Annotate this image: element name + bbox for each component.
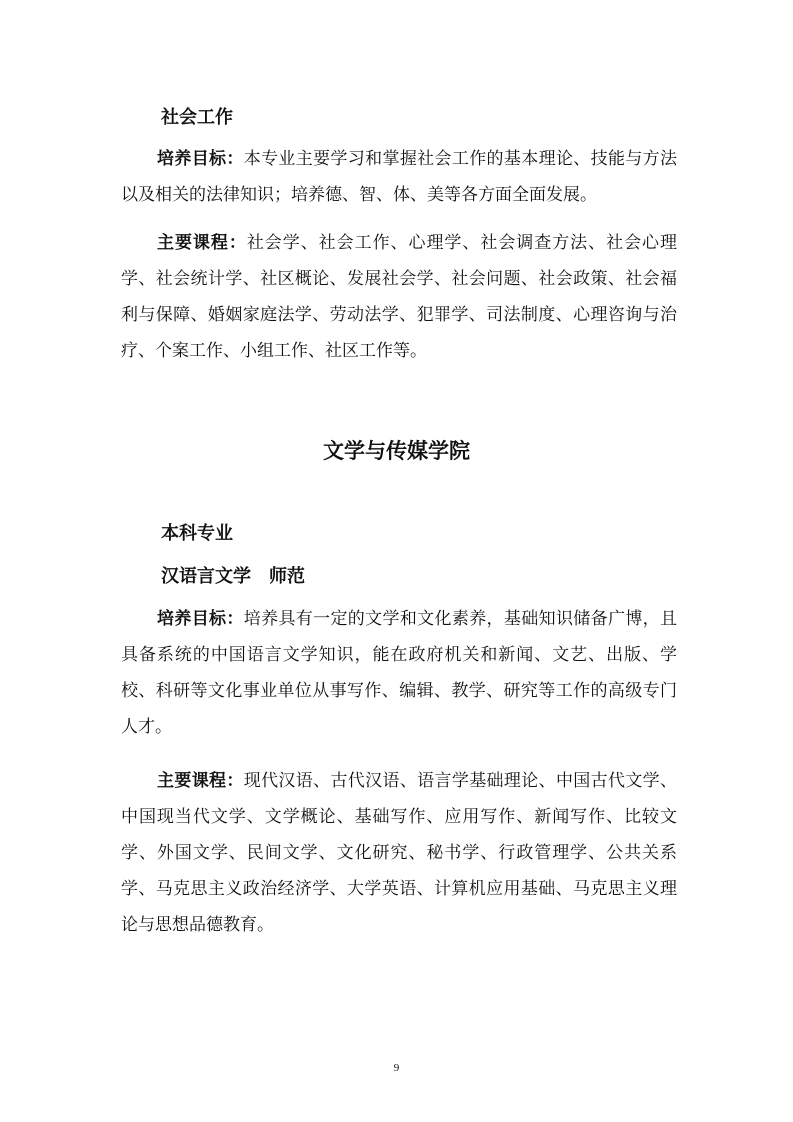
main-courses-label: 主要课程： <box>157 233 247 253</box>
training-goal-text: 本专业主要学习和掌握社会工作的基本理论、技能与方法以及相关的法律知识；培养德、智、体、美等各方面全面发展。 <box>121 149 678 205</box>
main-courses-text: 社会学、社会工作、心理学、社会调查方法、社会心理学、社会统计学、社区概论、发展社会学、社会问题、社会政策、社会福利与保障、婚姻家庭法学、劳动法学、犯罪学、司法制度、心理咨询与治疗、个案工作、小组工作、社区工作等。 <box>121 233 678 361</box>
training-goal-paragraph <box>121 141 677 213</box>
college-training-goal-label: 培养目标： <box>157 609 244 629</box>
page-number: 9 <box>393 1062 400 1074</box>
main-courses-paragraph <box>121 225 677 369</box>
training-goal-label: 培养目标： <box>157 149 244 169</box>
major-title-chinese-language: 汉语言文学 师范 <box>161 566 305 587</box>
college-main-courses-paragraph <box>121 763 677 943</box>
major-title-social-work: 社会工作 <box>161 107 233 128</box>
college-training-goal-text: 培养具有一定的文学和文化素养，基础知识储备广博，且具备系统的中国语言文学知识，能在政府机关和新闻、文艺、出版、学校、科研等文化事业单位从事写作、编辑、教学、研究等工作的高级专门人才。 <box>121 609 678 737</box>
college-title: 文学与传媒学院 <box>323 439 470 463</box>
college-main-courses-label: 主要课程： <box>157 771 244 791</box>
college-training-goal-paragraph <box>121 601 677 745</box>
college-main-courses-text: 现代汉语、古代汉语、语言学基础理论、中国古代文学、中国现当代文学、文学概论、基础写作、应用写作、新闻写作、比较文学、外国文学、民间文学、文化研究、秘书学、行政管理学、公共关系学、马克思主义政治经济学、大学英语、计算机应用基础、马克思主义理论与思想品德教育。 <box>121 771 678 935</box>
degree-level-heading: 本科专业 <box>161 523 233 544</box>
